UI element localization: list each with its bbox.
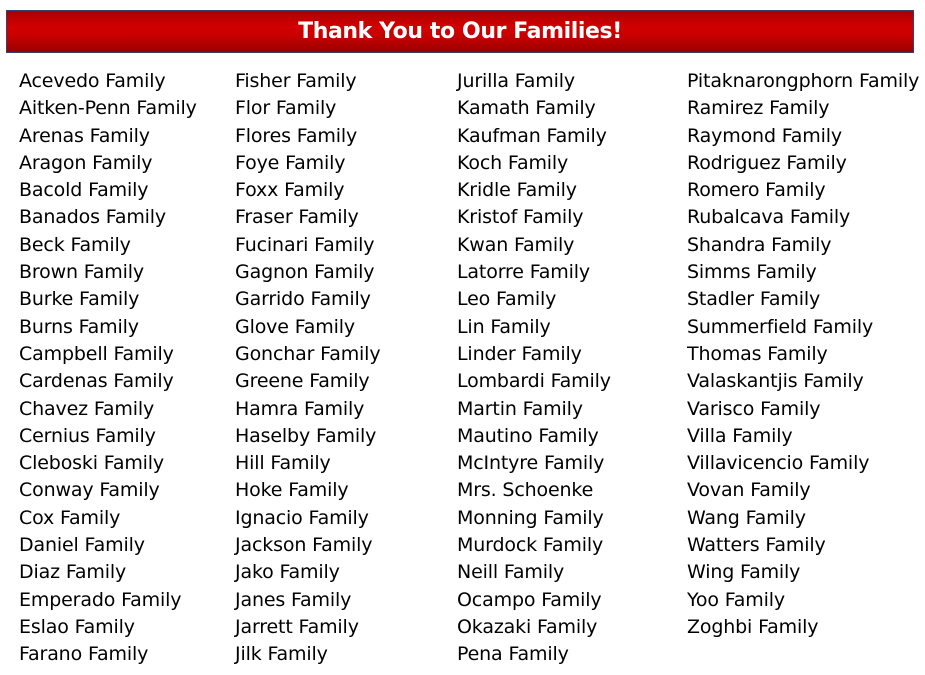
family-name-item: Campbell Family	[19, 342, 174, 365]
family-name-item: Lin Family	[457, 315, 551, 338]
family-name-item: Okazaki Family	[457, 615, 598, 638]
title-banner	[6, 10, 914, 53]
family-name-item: Beck Family	[19, 233, 131, 256]
family-name-item: Janes Family	[235, 588, 352, 611]
family-name-item: Jarrett Family	[235, 615, 359, 638]
family-name-item: Cardenas Family	[19, 370, 174, 393]
family-name-item: Burke Family	[19, 288, 140, 311]
family-name-item: Emperado Family	[19, 588, 182, 611]
family-name-item: Cox Family	[19, 506, 121, 529]
family-name-item: Aragon Family	[19, 151, 153, 174]
family-name-item: Kamath Family	[457, 97, 596, 120]
family-name-item: Pitaknarongphorn Family	[687, 70, 920, 92]
family-name-item: Varisco Family	[687, 397, 821, 420]
family-name-item: Hill Family	[235, 452, 331, 475]
family-name-item: Valaskantjis Family	[687, 370, 864, 393]
family-name-item: Cleboski Family	[19, 452, 165, 475]
family-column-1	[19, 68, 197, 669]
family-column-2	[235, 68, 380, 669]
family-name-item: Leo Family	[457, 288, 557, 311]
family-name-item: Hoke Family	[235, 479, 349, 502]
family-name-item: Fraser Family	[235, 206, 359, 229]
family-name-item: Rodriguez Family	[687, 151, 847, 174]
family-name-item: Garrido Family	[235, 288, 371, 311]
family-name-item: Conway Family	[19, 479, 160, 502]
family-name-item: Lombardi Family	[457, 370, 611, 393]
family-name-item: Simms Family	[687, 261, 817, 284]
page-title: Thank You to Our Families!	[298, 19, 622, 44]
family-name-item: Jako Family	[235, 561, 340, 584]
family-name-item: Neill Family	[457, 561, 565, 584]
family-name-item: Jurilla Family	[457, 70, 576, 92]
family-name-item: Bacold Family	[19, 179, 149, 202]
family-name-item: Latorre Family	[457, 261, 590, 284]
family-name-item: Pena Family	[457, 643, 569, 666]
family-name-item: Ramirez Family	[687, 97, 830, 120]
family-name-item: Gagnon Family	[235, 261, 375, 284]
family-name-item: Mautino Family	[457, 424, 599, 447]
family-name-item: Flor Family	[235, 97, 337, 120]
family-name-item: Brown Family	[19, 261, 145, 284]
family-name-item: Villa Family	[687, 424, 793, 447]
family-name-item: Glove Family	[235, 315, 355, 338]
family-name-item: Greene Family	[235, 370, 370, 393]
family-name-item: Romero Family	[687, 179, 826, 202]
family-name-item: Martin Family	[457, 397, 583, 420]
family-name-item: Wing Family	[687, 561, 801, 584]
family-name-item: Shandra Family	[687, 233, 832, 256]
family-name-item: Jilk Family	[235, 643, 328, 666]
family-name-item: Diaz Family	[19, 561, 127, 584]
family-name-item: Foxx Family	[235, 179, 345, 202]
family-name-item: Linder Family	[457, 342, 582, 365]
family-column-3	[457, 68, 611, 669]
family-name-item: Aitken-Penn Family	[19, 97, 197, 120]
family-name-item: Monning Family	[457, 506, 604, 529]
family-name-item: Mrs. Schoenke	[457, 479, 594, 502]
family-name-item: Wang Family	[687, 506, 806, 529]
family-name-item: Cernius Family	[19, 424, 156, 447]
family-name-item: Summerfield Family	[687, 315, 874, 338]
family-name-item: Fisher Family	[235, 70, 357, 92]
family-name-item: Ocampo Family	[457, 588, 602, 611]
family-name-item: Jackson Family	[235, 534, 373, 557]
family-name-item: Flores Family	[235, 124, 358, 147]
family-name-item: Zoghbi Family	[687, 615, 819, 638]
family-column-4	[687, 68, 919, 641]
family-name-item: Eslao Family	[19, 615, 135, 638]
family-name-item: Murdock Family	[457, 534, 604, 557]
family-name-item: Daniel Family	[19, 534, 145, 557]
family-name-item: Haselby Family	[235, 424, 377, 447]
family-name-item: Fucinari Family	[235, 233, 375, 256]
family-name-item: Arenas Family	[19, 124, 150, 147]
family-name-item: Koch Family	[457, 151, 569, 174]
family-name-item: Acevedo Family	[19, 70, 166, 92]
family-name-item: Foye Family	[235, 151, 346, 174]
family-name-item: Watters Family	[687, 534, 826, 557]
family-name-item: McIntyre Family	[457, 452, 605, 475]
family-name-item: Farano Family	[19, 643, 149, 666]
family-name-item: Gonchar Family	[235, 342, 381, 365]
family-name-item: Ignacio Family	[235, 506, 369, 529]
family-name-item: Yoo Family	[687, 588, 786, 611]
family-name-item: Raymond Family	[687, 124, 842, 147]
family-name-item: Vovan Family	[687, 479, 811, 502]
family-name-item: Banados Family	[19, 206, 167, 229]
family-name-item: Kridle Family	[457, 179, 577, 202]
family-name-item: Kristof Family	[457, 206, 584, 229]
family-name-item: Stadler Family	[687, 288, 821, 311]
family-name-item: Kwan Family	[457, 233, 575, 256]
family-name-item: Burns Family	[19, 315, 139, 338]
family-name-item: Thomas Family	[687, 342, 828, 365]
family-name-item: Chavez Family	[19, 397, 155, 420]
family-name-item: Villavicencio Family	[687, 452, 870, 475]
family-name-item: Hamra Family	[235, 397, 365, 420]
family-name-item: Kaufman Family	[457, 124, 607, 147]
family-name-item: Rubalcava Family	[687, 206, 851, 229]
